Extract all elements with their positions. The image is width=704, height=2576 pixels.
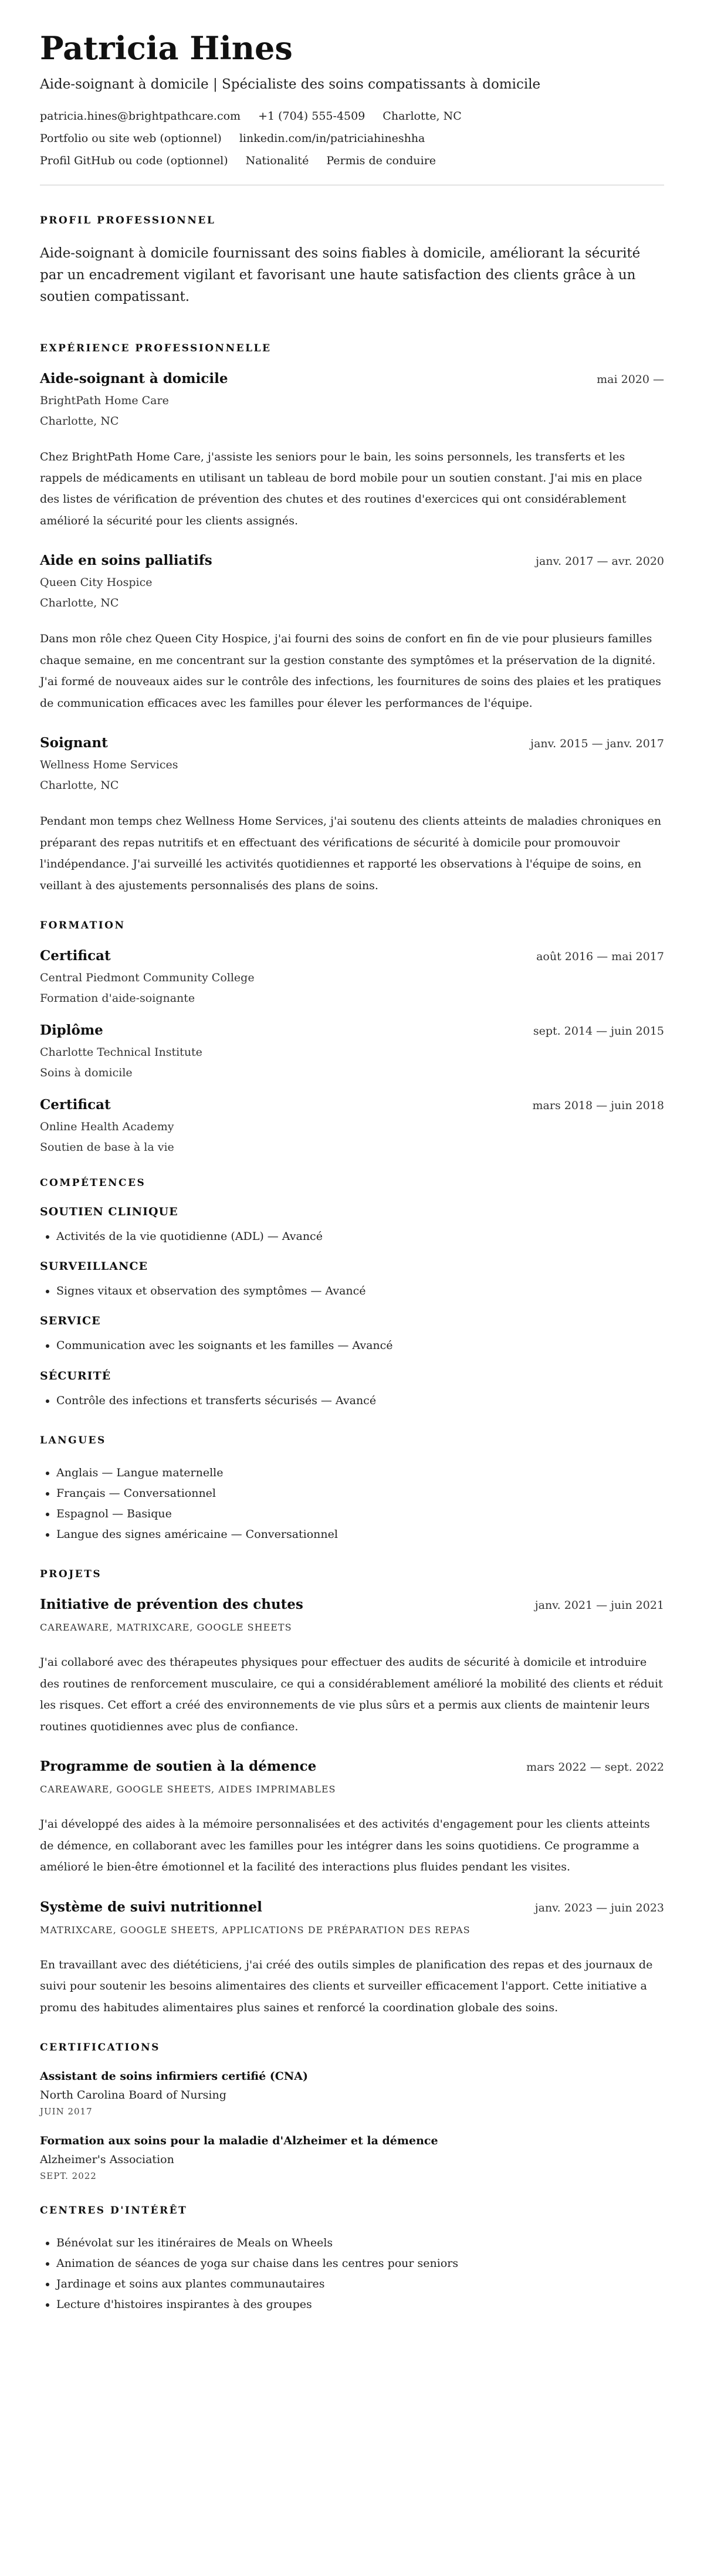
section-title: CENTRES D'INTÉRÊT [40,2204,188,2216]
experience-item [40,553,664,714]
skill-category: SÉCURITÉ [40,1369,111,1382]
job-description: Dans mon rôle chez Queen City Hospice, j'ai fourni des soins de confort en fin de vie pour plusieurs familles chaque semaine, en me concentrant sur la gestion constante des symptômes et la préservation de la dignité. J'ai formé de nouveaux aides sur le contrôle des infections, les fournitures de soins des plaies et les pratiques de communication efficaces avec les familles pour élever les performances de l'équipe. [40,632,661,710]
degree: Certificat [40,948,111,964]
certification-org: Alzheimer's Association [40,2153,174,2166]
project-date: janv. 2021 — juin 2021 [534,1599,664,1612]
project-name: Système de suivi nutritionnel [40,1899,262,1915]
nationality: Nationalité [245,154,309,167]
project-item [40,1597,664,1737]
education-item [40,948,664,1005]
field-of-study: Soutien de base à la vie [40,1141,174,1154]
section-title: FORMATION [40,920,126,932]
company: Wellness Home Services [40,758,178,772]
section-title: COMPÉTENCES [40,1177,146,1189]
interest-item: • Lecture d'histoires inspirantes à des groupes [56,2294,664,2315]
project-item [40,1899,664,2018]
job-title: Soignant [40,735,108,751]
education-date: août 2016 — mai 2017 [536,950,664,964]
project-description: J'ai collaboré avec des thérapeutes physiques pour effectuer des audits de sécurité à domicile et introduire des routines de renforcement musculaire, ce qui a considérablement amélioré la mobilité des clients et réduit les risques. Cet effort a créé des environnements de vie plus sûrs et a permis aux clients de maintenir leurs routines quotidiennes avec plus de confiance. [40,1656,663,1733]
certification-date: JUIN 2017 [40,2106,93,2117]
interests-section [40,2205,664,2316]
section-title: PROJETS [40,1568,102,1581]
education-item [40,1022,664,1079]
linkedin-link[interactable]: linkedin.com/in/patriciahineshha [239,131,425,145]
job-description: Pendant mon temps chez Wellness Home Services, j'ai soutenu des clients atteints de maladies chroniques en préparant des repas nutritifs et en effectuant des vérifications de sécurité à domicile pour promouvoir l'indépendance. J'ai surveillé les activités quotidiennes et rapporté les observations à l'équipe de soins, en veillant à des ajustements personnalisés des plans de soins. [40,815,662,892]
project-date: mars 2022 — sept. 2022 [526,1761,664,1774]
language-item: • Français — Conversationnel [56,1483,664,1504]
project-name: Initiative de prévention des chutes [40,1597,303,1613]
certification-name: Formation aux soins pour la maladie d'Alzheimer et la démence [40,2134,438,2147]
project-tech: CAREAWARE, MATRIXCARE, GOOGLE SHEETS [40,1622,292,1633]
job-title: Aide-soignant à domicile [40,370,228,387]
company: Queen City Hospice [40,576,153,589]
email-link[interactable]: patricia.hines@brightpathcare.com [40,109,241,123]
skill-category: SERVICE [40,1314,101,1328]
section-title: CERTIFICATIONS [40,2041,160,2053]
job-location: Charlotte, NC [40,596,119,610]
driving-license: Permis de conduire [326,154,436,167]
job-date: janv. 2015 — janv. 2017 [530,737,664,751]
job-title: Aide en soins palliatifs [40,553,212,569]
job-location: Charlotte, NC [40,414,119,428]
project-name: Programme de soutien à la démence [40,1758,317,1775]
github-link[interactable]: Profil GitHub ou code (optionnel) [40,154,228,167]
skill-item: • Communication avec les soignants et les familles — Avancé [56,1336,664,1356]
job-date: janv. 2017 — avr. 2020 [536,555,664,568]
company: BrightPath Home Care [40,394,169,407]
certification-item [40,2134,664,2181]
school: Central Piedmont Community College [40,971,255,985]
degree: Certificat [40,1097,111,1113]
project-tech: MATRIXCARE, GOOGLE SHEETS, APPLICATIONS DE PRÉPARATION DES REPAS [40,1924,471,1936]
job-date: mai 2020 — [597,372,664,386]
project-date: janv. 2023 — juin 2023 [534,1901,664,1914]
project-tech: CAREAWARE, GOOGLE SHEETS, AIDES IMPRIMABLES [40,1784,336,1795]
education-date: mars 2018 — juin 2018 [532,1099,664,1113]
profile-summary: Aide-soignant à domicile fournissant des soins fiables à domicile, améliorant la sécurité par un encadrement vigilant et favorisant une haute satisfaction des clients grâce à un soutien compatissant. [40,245,641,305]
projects-section [40,1568,664,2018]
skill-item: • Activités de la vie quotidienne (ADL) — Avancé [56,1226,664,1247]
skill-item: • Signes vitaux et observation des symptômes — Avancé [56,1281,664,1301]
portfolio-link[interactable]: Portfolio ou site web (optionnel) [40,131,222,145]
field-of-study: Soins à domicile [40,1066,133,1080]
skill-category: SOUTIEN CLINIQUE [40,1205,178,1219]
languages-list [40,1463,664,1545]
project-description: J'ai développé des aides à la mémoire personnalisées et des activités d'engagement pour les clients atteints de démence, en collaborant avec les familles pour les intégrer dans les soins quotidiens. Ce programme a amélioré le bien-être émotionnel et la facilité des interactions plus fluides pendant les visites. [40,1818,650,1874]
certification-org: North Carolina Board of Nursing [40,2088,226,2102]
contact-row-3 [40,154,664,167]
contact-row-1 [40,110,664,123]
resume-header [40,29,664,167]
interest-item: • Animation de séances de yoga sur chaise dans les centres pour seniors [56,2253,664,2274]
languages-section [40,1435,664,1545]
interest-item: • Bénévolat sur les itinéraires de Meals on Wheels [56,2233,664,2253]
project-description: En travaillant avec des diététiciens, j'ai créé des outils simples de planification des repas et des journaux de suivi pour soutenir les besoins alimentaires des clients et surveiller efficacement l'apport. Cette initiative a promu des habitudes alimentaires plus saines et renforcé la coordination globale des soins. [40,1958,653,2014]
experience-item [40,735,664,896]
language-item: • Espagnol — Basique [56,1504,664,1524]
education-date: sept. 2014 — juin 2015 [533,1025,664,1038]
phone-number[interactable]: +1 (704) 555-4509 [258,109,365,123]
candidate-name: Patricia Hines [40,29,293,67]
language-item: • Anglais — Langue maternelle [56,1463,664,1483]
certification-name: Assistant de soins infirmiers certifié (CNA) [40,2069,309,2083]
location: Charlotte, NC [383,109,462,123]
skill-group [40,1260,664,1301]
certification-date: SEPT. 2022 [40,2170,97,2181]
section-title: EXPÉRIENCE PROFESSIONNELLE [40,342,272,354]
language-item: • Langue des signes américaine — Conversationnel [56,1524,664,1545]
degree: Diplôme [40,1022,103,1039]
field-of-study: Formation d'aide-soignante [40,992,195,1005]
experience-item [40,371,664,532]
skill-group [40,1205,664,1247]
skill-group [40,1314,664,1356]
skill-group [40,1370,664,1411]
interest-item: • Jardinage et soins aux plantes communautaires [56,2274,664,2294]
section-title: PROFIL PROFESSIONNEL [40,214,216,226]
interests-list [40,2233,664,2316]
school: Online Health Academy [40,1120,174,1134]
skills-section [40,1177,664,1411]
contact-row-2 [40,132,664,145]
education-item [40,1097,664,1154]
headline: Aide-soignant à domicile | Spécialiste des soins compatissants à domicile [40,76,541,92]
project-item [40,1758,664,1877]
skill-item: • Contrôle des infections et transferts sécurisés — Avancé [56,1391,664,1411]
section-title: LANGUES [40,1434,106,1446]
skill-category: SURVEILLANCE [40,1260,148,1273]
experience-section [40,343,664,897]
profile-section [40,215,664,309]
job-location: Charlotte, NC [40,779,119,792]
certifications-section [40,2042,664,2181]
education-section [40,920,664,1154]
school: Charlotte Technical Institute [40,1046,202,1059]
certification-item [40,2070,664,2117]
job-description: Chez BrightPath Home Care, j'assiste les seniors pour le bain, les soins personnels, les transferts et les rappels de médicaments en utilisant un tableau de bord mobile pour un soutien constant. J'ai mis en place des listes de vérification de prévention des chutes et des routines d'exercices qui ont considérablement amélioré la sécurité pour les clients assignés. [40,450,642,527]
